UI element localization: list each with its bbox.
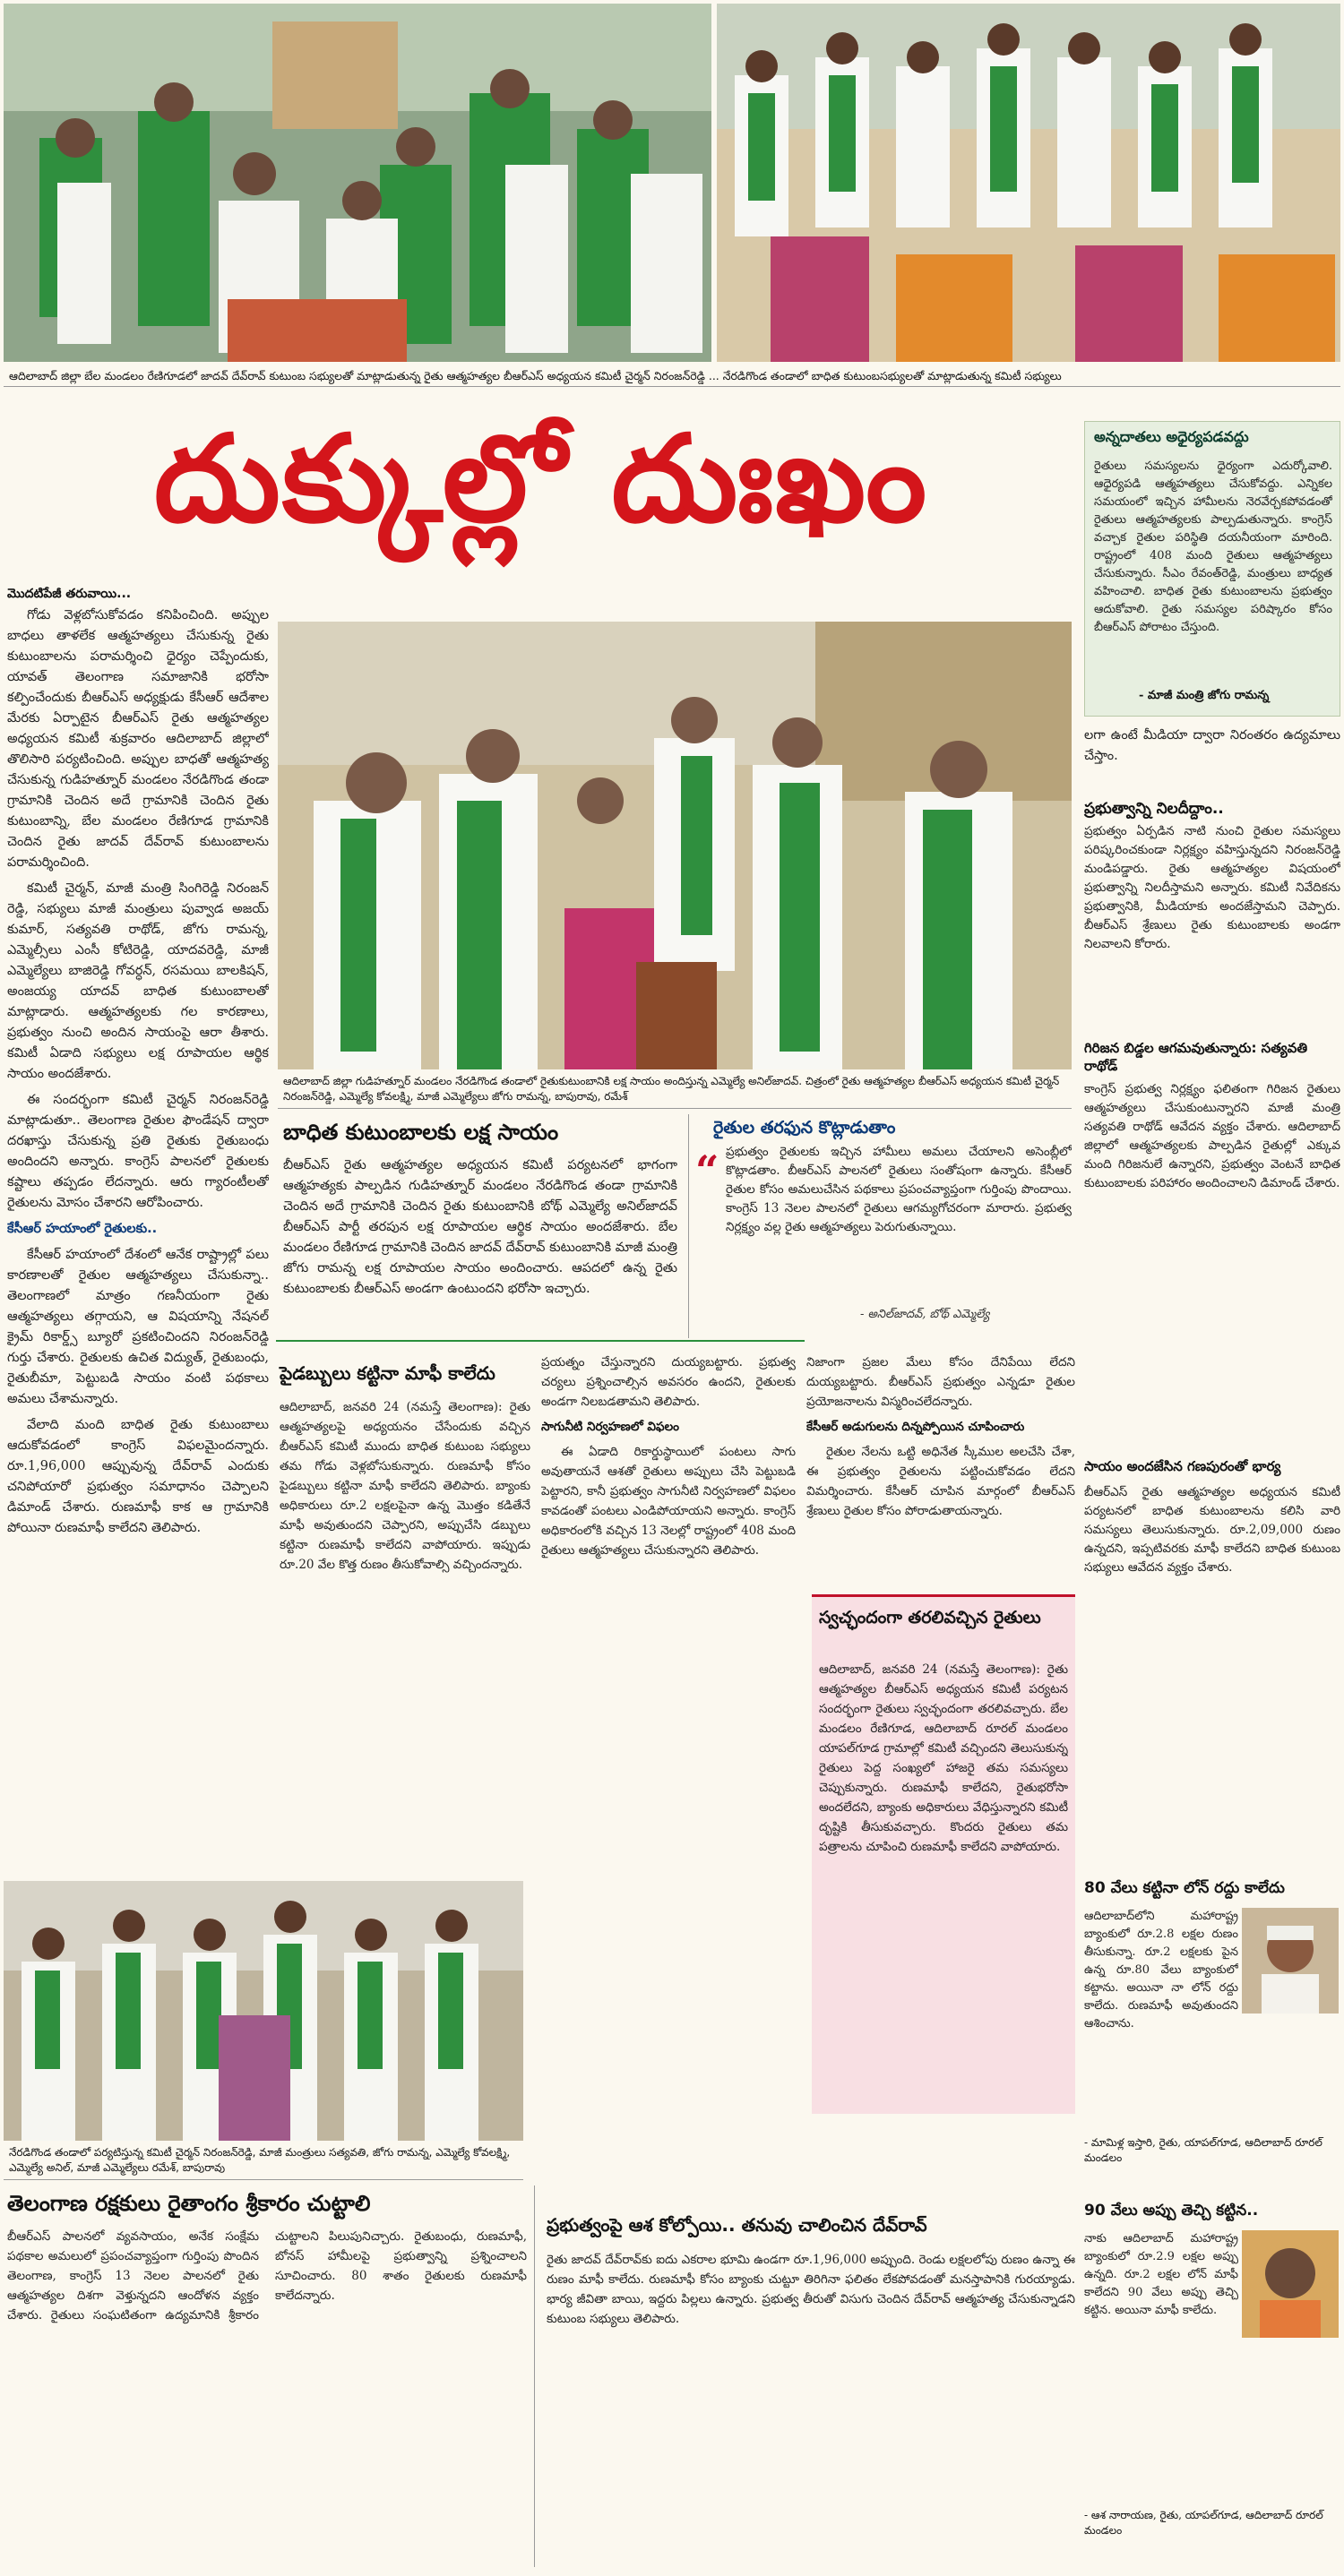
left-paragraph-2: కమిటీ చైర్మన్, మాజీ మంత్రి సింగిరెడ్డి నిరంజన్ రెడ్డి, సభ్యులు మాజీ మంత్రులు పువ్వాడ అజయ్ కుమార్, సత్యవతి రాథోడ్, జోగు రామన్న, ఎమ్మెల్సీలు ఎంసీ కోటిరెడ్డి, యాదవరెడ్డి, మాజీ ఎమ్మెల్యేలు బాజిరెడ్డి గోవర్ధన్, రసమయి బాలకిషన్, అంజయ్య యాదవ్ బాధిత కుటుంబాలతో మాట్లాడారు. ఆత్మహత్యలకు గల కారణాలు, ప్రభుత్వం నుంచి అందిన సాయంపై ఆరా తీశారు. కమిటీ ఏడాది సభ్యులు లక్ష రూపాయల ఆర్థిక సాయం అందజేశారు. [7,881,269,1081]
mid-center-subheading: సాగునీటి నిర్వహణలో విఫలం [541,1420,680,1434]
right-body-question: ప్రభుత్వం ఏర్పడిన నాటి నుంచి రైతుల సమస్యలు పరిష్కరించకుండా నిర్లక్ష్యం వహిస్తున్నదని నిరంజన్‌రెడ్డి మండిపడ్డారు. రైతు ఆత్మహత్యల విషయంలో ప్రభుత్వాన్ని నిలదీస్తామని అన్నారు. కమిటీ నివేదికను ప్రభుత్వానికి, మీడియాకు అందజేస్తామని చెప్పారు. బీఆర్ఎస్ శ్రేణులు రైతు కుటుంబాలకు అండగా నిలవాలని కోరారు. [1084,824,1340,951]
left-subheading: కేసీఆర్ హయాంలో రైతులకు.. [7,1222,158,1236]
mid-right-column [806,1352,1075,1585]
right-heading-aid: సాయం అందజేసిన గణపురంతో భార్య [1084,1458,1281,1474]
paid-headline: పైడబ్బులు కట్టినా మాఫీ కాలేదు [280,1362,495,1384]
paid-body: ఆదిలాబాద్, జనవరి 24 (నమస్తే తెలంగాణ): రైతు ఆత్మహత్యలపై అధ్యయనం చేసేందుకు వచ్చిన బీఆర్ఎస్ కమిటీ ముందు బాధిత కుటుంబ సభ్యులు తమ గోడు వెళ్లబోసుకున్నారు. రుణమాఫీ కోసం పైడబ్బులు కట్టినా మాఫీ కాలేదని తెలిపారు. బ్యాంకు అధికారులు రూ.2 లక్షలపైనా ఉన్న మొత్తం కడితేనే మాఫీ అవుతుందని చెప్పారని, అప్పుచేసి డబ్బులు కట్టినా రుణమాఫీ కాలేదని వాపోయారు. ఇప్పుడు రూ.20 వేల కొత్త రుణం తీసుకోవాల్సి వచ్చిందన్నారు. [280,1400,530,1572]
center-photo [278,622,1072,1069]
bottom-divider [534,2185,535,2567]
left-column-text [7,605,269,1877]
right-body-aid: బీఆర్ఎస్ రైతు ఆత్మహత్యల అధ్యయన కమిటీ పర్యటనలో బాధిత కుటుంబాలను కలిసి వారి సమస్యలు తెలుసుకున్నారు. రూ.2,09,000 రుణం ఉన్నదని, ఇప్పటివరకు మాఫీ కాలేదని బాధిత కుటుంబ సభ్యులు ఆవేదన వ్యక్తం చేశారు. [1084,1485,1340,1575]
quote2-headline: 90 వేలు అప్పు తెచ్చి కట్టిన.. [1084,2202,1259,2220]
quote1-name: - మామిళ్ల ఇస్తారి, రైతు, యాపల్‌గూడ, ఆదిలాబాద్ రూరల్ మండలం [1084,2136,1322,2164]
mid-right-p1: నిజాంగా ప్రజల మేలు కోసం దేనిపేయి లేదని దుయ్యబట్టారు. బీఆర్ఎస్ ప్రభుత్వం ఎన్నడూ రైతుల ప్రయోజనాలను విస్మరించలేదన్నారు. [806,1355,1075,1409]
devrao-body: రైతు జాదవ్ దేవ్‌రావ్‌కు ఐదు ఎకరాల భూమి ఉండగా రూ.1,96,000 అప్పుంది. రెండు లక్షలలోపు రుణం ఉన్నా ఈ రుణం మాఫీ కాలేదు. రుణమాఫీ కోసం బ్యాంకు చుట్టూ తిరిగినా ఫలితం లేకపోవడంతో మనస్తాపానికి గురయ్యాడు. భార్య జీవితా బాయి, ఇద్దరు పిల్లలు ఉన్నారు. ప్రభుత్వ తీరుతో విసుగు చెందిన దేవ్‌రావ్ ఆత్మహత్య చేసుకున్నాడని కుటుంబ సభ్యులు తెలిపారు. [547,2253,1075,2326]
center-photo-caption: ఆదిలాబాద్ జిల్లా గుడిహత్నూర్ మండలం నేరడిగొండ తండాలో రైతుకుటుంబానికి లక్ష సాయం అందిస్తున్న ఎమ్మెల్యే అనిల్‌జాదవ్. చిత్రంలో రైతు ఆత్మహత్యల బీఆర్ఎస్ అధ్యయన కమిటీ చైర్మన్ నిరంజన్‌రెడ్డి, ఎమ్మెల్యే కోవలక్ష్మి, మాజీ ఎమ్మెల్యేలు జోగు రామన్న, బాపురావు, రమేశ్ [278,1071,1072,1109]
mid-center-column [541,1352,796,1872]
left-paragraph-1: గోడు వెళ్లబోసుకోవడం కనిపించింది. అప్పుల బాధలు తాళలేక ఆత్మహత్యలు చేసుకున్న రైతు కుటుంబాలను పరామర్శించి ధైర్యం చెప్పేందుకు, యావత్ తెలంగాణ సమాజానికి భరోసా కల్పించేందుకు బీఆర్ఎస్ అధ్యక్షుడు కేసీఆర్ ఆదేశాల మేరకు ఏర్పాటైన బీఆర్ఎస్ రైతు ఆత్మహత్యల అధ్యయన కమిటీ శుక్రవారం ఆదిలాబాద్ జిల్లాలో తొలిసారి పర్యటించింది. అప్పుల బాధతో ఆత్మహత్య చేసుకున్న గుడిహత్నూర్ మండలం నేరడిగొండ తండా గ్రామానికి చెందిన అదే గ్రామానికి చెందిన రైతు కుటుంబాన్ని, బేల మండలం రేణిగూడ గ్రామానికి చెందిన రైతు జాదవ్ దేవ్‌రావ్ కుటుంబాలను పరామర్శించింది. [7,608,269,870]
farmer-portrait-1 [1242,1908,1339,2014]
intro-continuation-label: మొదటిపేజీ తరువాయి... [7,587,132,601]
main-headline: దుక్కుల్లో దుఃఖం [153,409,929,549]
telangana-body: బీఆర్ఎస్ పాలనలో వ్యవసాయం, అనేక సంక్షేమ పథకాల అమలులో ప్రపంచవ్యాప్తంగా గుర్తింపు పొందిన తెలంగాణ, కాంగ్రెస్ 13 నెలల పాలనలో రైతు ఆత్మహత్యల దిశగా వెళ్తున్నదని ఆందోళన వ్యక్తం చేశారు. రైతులు సంఘటితంగా ఉద్యమానికి శ్రీకారం చుట్టాలని పిలుపునిచ్చారు. రైతుబంధు, రుణమాఫీ, బోనస్ హామీలపై ప్రభుత్వాన్ని ప్రశ్నించాలని సూచించారు. 80 శాతం రైతులకు రుణమాఫీ కాలేదన్నారు. [7,2229,527,2323]
farmers-arrived-box [812,1594,1075,2114]
top-right-photo [717,4,1340,362]
quote1-body: ఆదిలాబాద్‌లోని మహారాష్ట్ర బ్యాంకులో రూ.2.8 లక్షల రుణం తీసుకున్నా. రూ.2 లక్షలకు పైన ఉన్న రూ.80 వేలు బ్యాంకులో కట్టాను. అయినా నా లోన్ రద్దు కాలేదు. రుణమాఫీ అవుతుందని ఆశించాను. [1084,1910,1238,2031]
green-divider [276,1340,805,1342]
right-heading-question: ప్రభుత్వాన్ని నిలదీద్దాం.. [1084,800,1224,818]
fight-body: ప్రభుత్వం రైతులకు ఇచ్చిన హామీలు అమలు చేయాలని అసెంబ్లీలో కొట్లాడతాం. బీఆర్ఎస్ పాలనలో రైతులు సంతోషంగా ఉన్నారు. కేసీఆర్ రైతుల కోసం అమలుచేసిన పథకాలు ప్రపంచవ్యాప్తంగా గుర్తింపు పొందాయి. కాంగ్రెస్ 13 నెలల పాలనలో రైతులు ఆగమ్యగోచరంగా మారారు. ప్రభుత్వ నిర్లక్ష్యం వల్ల రైతు ఆత్మహత్యలు పెరుగుతున్నాయి. [726,1145,1072,1234]
left-paragraph-3: ఈ సందర్భంగా కమిటీ చైర్మన్ నిరంజన్‌రెడ్డి మాట్లాడుతూ.. తెలంగాణ రైతుల ఫౌండేషన్ ద్వారా దరఖాస్తు చేసుకున్న ప్రతి రైతుకు రైతుబంధు అందిందని అన్నారు. కాంగ్రెస్ పాలనలో రైతులకు కష్టాలు తప్పడం లేదన్నారు. ఆరు గ్యారంటీలతో రైతులను మోసం చేశారని ఆరోపించారు. [7,1093,269,1210]
right-heading-tribal: గిరిజన బిడ్డల ఆగమవుతున్నారు: సత్యవతి రాథోడ్ [1084,1040,1308,1074]
sidebar-quote-author: - మాజీ మంత్రి జోగు రామన్న [1139,689,1270,702]
sidebar-body: రైతులు సమస్యలను ధైర్యంగా ఎదుర్కోవాలి. ఆధైర్యపడి ఆత్మహత్యలు చేసుకోవద్దు. ఎన్నికల సమయంలో ఇచ్చిన హామీలను నెరవేర్చకపోవడంతో రైతులు ఆత్మహత్యలకు పాల్పడుతున్నారు. కాంగ్రెస్ వచ్చాక రైతుల పరిస్థితి దయనీయంగా మారింది. రాష్ట్రంలో 408 మంది రైతులు ఆత్మహత్యలు చేసుకున్నారు. సీఎం రేవంత్‌రెడ్డి, మంత్రులు బాధ్యత వహించాలి. బాధిత రైతు కుటుంబాలను ప్రభుత్వం ఆదుకోవాలి. రైతు సమస్యల పరిష్కారం కోసం బీఆర్ఎస్ పోరాటం చేస్తుంది. [1094,459,1332,634]
bottom-photo [4,1881,523,2141]
mid-right-subheading: కేసీఆర్ అడుగులను దిన్నప్పోయిన చూపించారు [806,1420,1025,1434]
mid-right-p2: రైతుల నేలను ఒట్టి అధినేత స్కీముల అలచేసి చేశా, ఈ ప్రభుత్వం రైతులను పట్టించుకోవడం లేదని విమర్శించారు. కేసీఆర్ చూపిన మార్గంలో బీఆర్ఎస్ శ్రేణులు రైతుల కోసం పోరాడుతాయన్నారు. [806,1445,1075,1518]
farmers-arrived-body: ఆదిలాబాద్, జనవరి 24 (నమస్తే తెలంగాణ): రైతు ఆత్మహత్యల బీఆర్ఎస్ అధ్యయన కమిటీ పర్యటన సందర్భంగా రైతులు స్వచ్ఛందంగా తరలివచ్చారు. బేల మండలం రేణిగూడ, ఆదిలాబాద్ రూరల్ మండలం యాపల్‌గూడ గ్రామాల్లో కమిటీ వచ్చిందని తెలుసుకున్న రైతులు పెద్ద సంఖ్యలో హాజరై తమ సమస్యలు చెప్పుకున్నారు. రుణమాఫీ కాలేదని, రైతుభరోసా అందలేదని, బ్యాంకు అధికారులు వేధిస్తున్నారని కమిటీ దృష్టికి తీసుకువచ్చారు. కొందరు రైతులు తమ పత్రాలను చూపించి రుణమాఫీ కాలేదని వాపోయారు. [819,1662,1068,1854]
divider-right-block [688,1114,689,1338]
farmer-portrait-2 [1242,2230,1339,2338]
right-body-tribal: కాంగ్రెస్ ప్రభుత్వ నిర్లక్ష్యం ఫలితంగా గిరిజన రైతులు ఆత్మహత్యలు చేసుకుంటున్నారని మాజీ మంత్రి సత్యవతి రాథోడ్ ఆవేదన వ్యక్తం చేశారు. ఆదిలాబాద్ జిల్లాలో ఆత్మహత్యలకు పాల్పడిన రైతుల్లో ఎక్కువ మంది గిరిజనులే ఉన్నారని, ప్రభుత్వం వెంటనే బాధిత కుటుంబాలకు పరిహారం అందించాలని డిమాండ్ చేశారు. [1084,1082,1340,1190]
telangana-headline: తెలంగాణ రక్షకులు రైతాంగం శ్రీకారం చుట్టాలి [7,2191,371,2216]
bottom-photo-caption: నేరడిగొండ తండాలో పర్యటిస్తున్న కమిటీ చైర్మన్ నిరంజన్‌రెడ్డి, మాజీ మంత్రులు సత్యవతి, జోగు రామన్న, ఎమ్మెల్యే కోవలక్ష్మి, ఎమ్మెల్యే అనిల్, మాజీ ఎమ్మెల్యేలు రమేశ్, బాపురావు [4,2142,523,2180]
mid-center-p1: ప్రయత్నం చేస్తున్నారని దుయ్యబట్టారు. ప్రభుత్వ చర్యలు ప్రశ్నించాల్సిన అవసరం ఉందని, రైతులకు అండగా నిలబడతామని తెలిపారు. [541,1355,796,1409]
mid-center-p2: ఈ ఏడాది రికార్డుస్థాయిలో పంటలు సాగు అవుతాయనే ఆశతో రైతులు అప్పులు చేసి పెట్టుబడి పెట్టారని, కానీ ప్రభుత్వం సాగునీటి నిర్వహణలో విఫలం కావడంతో పంటలు ఎండిపోయాయని అన్నారు. కాంగ్రెస్ అధికారంలోకి వచ్చిన 13 నెలల్లో రాష్ట్రంలో 408 మంది రైతులు ఆత్మహత్యలు చేసుకున్నారని తెలిపారు. [541,1445,796,1558]
relief-body: బీఆర్ఎస్ రైతు ఆత్మహత్యల అధ్యయన కమిటీ పర్యటనలో భాగంగా ఆత్మహత్యకు పాల్పడిన గుడిహత్నూర్ మండలం నేరడిగొండ తండా గ్రామానికి చెందిన అదే గ్రామానికి చెందిన రైతు కుటుంబానికి బోథ్ ఎమ్మెల్యే అనిల్‌జాదవ్ బీఆర్ఎస్ పార్టీ తరపున లక్ష రూపాయల ఆర్థిక సాయం అందజేశారు. బేల మండలం రేణిగూడ గ్రామానికి చెందిన జాదవ్ దేవ్‌రావ్ కుటుంబానికి మాజీ మంత్రి జోగు రామన్న లక్ష రూపాయల సాయం అందించారు. ఆపదలో ఉన్న రైతు కుటుంబాలకు బీఆర్ఎస్ అండగా ఉంటుందని భరోసా ఇచ్చారు. [283,1158,677,1296]
quote-mark-icon: “ [695,1146,719,1195]
right-continuation: లగా ఉంటే మీడియా ద్వారా నిరంతరం ఉద్యమాలు చేస్తాం. [1084,728,1340,763]
farmers-arrived-headline: స్వచ్ఛందంగా తరలివచ్చిన రైతులు [819,1608,1041,1627]
top-left-photo [4,4,711,362]
top-photo-caption: ఆదిలాబాద్ జిల్లా బేల మండలం రేణిగూడలో జాదవ్ దేవ్‌రావ్ కుటుంబ సభ్యులతో మాట్లాడుతున్న రైతు ఆత్మహత్యల బీఆర్ఎస్ అధ్యయన కమిటీ చైర్మన్ నిరంజన్‌రెడ్డి ... నేరడిగొండ తండాలో బాధిత కుటుంబసభ్యులతో మాట్లాడుతున్న కమిటీ సభ్యులు [4,365,1340,387]
quote2-name: - ఆశ నారాయణ, రైతు, యాపల్‌గూడ, ఆదిలాబాద్ రూరల్ మండలం [1084,2509,1323,2537]
devrao-headline: ప్రభుత్వంపై ఆశ కోల్పోయి.. తనువు చాలించిన దేవ్‌రావ్ [547,2214,927,2236]
fight-byline: - అనిల్‌జాదవ్, బోథ్ ఎమ్మెల్యే [860,1308,990,1321]
quote1-headline: 80 వేలు కట్టినా లోన్ రద్దు కాలేదు [1084,1879,1285,1897]
relief-headline: బాధిత కుటుంబాలకు లక్ష సాయం [283,1120,559,1145]
fight-headline: రైతుల తరఫున కొట్లాడుతాం [713,1118,896,1138]
left-paragraph-5: వేలాది మంది బాధిత రైతు కుటుంబాలు ఆదుకోవడంలో కాంగ్రెస్ విఫలమైందన్నారు. రూ.1,96,000 ఆప్పువున్న దేవ్‌రావ్ ఎందుకు చనిపోయారో ప్రభుత్వం సమాధానం చెప్పాలని డిమాండ్ చేశారు. రుణమాఫీ కాక ఆ గ్రామానికి పోయినా రుణమాఫీ కాలేదని తెలిపారు. [7,1418,269,1535]
quote2-body: నాకు ఆదిలాబాద్ మహారాష్ట్ర బ్యాంకులో రూ.2.9 లక్షల అప్పు ఉన్నది. రూ.2 లక్షల లోన్ మాఫీ కాలేదని 90 వేలు అప్పు తెచ్చి కట్టిన. అయినా మాఫీ కాలేదు. [1084,2232,1238,2317]
left-paragraph-4: కేసీఆర్ హయాంలో దేశంలో ఆనేక రాష్ట్రాల్లో పలు కారణాలతో రైతుల ఆత్మహత్యలు చేసుకున్నా.. తెలంగాణలో మాత్రం గణనీయంగా రైతు ఆత్మహత్యలు తగ్గాయని, ఆ విషయాన్ని నేషనల్ క్రైమ్ రికార్డ్స్ బ్యూరో ప్రకటించిందని నిరంజన్‌రెడ్డి గుర్తు చేశారు. రైతులకు ఉచిత విద్యుత్, రైతుబంధు, రైతుబీమా, పెట్టుబడి సాయం వంటి పథకాలు అమలు చేశామన్నారు. [7,1248,269,1406]
sidebar-quote-box [1084,421,1340,717]
sidebar-title: అన్నదాతలు అధైర్యపడవద్దు [1094,428,1249,445]
